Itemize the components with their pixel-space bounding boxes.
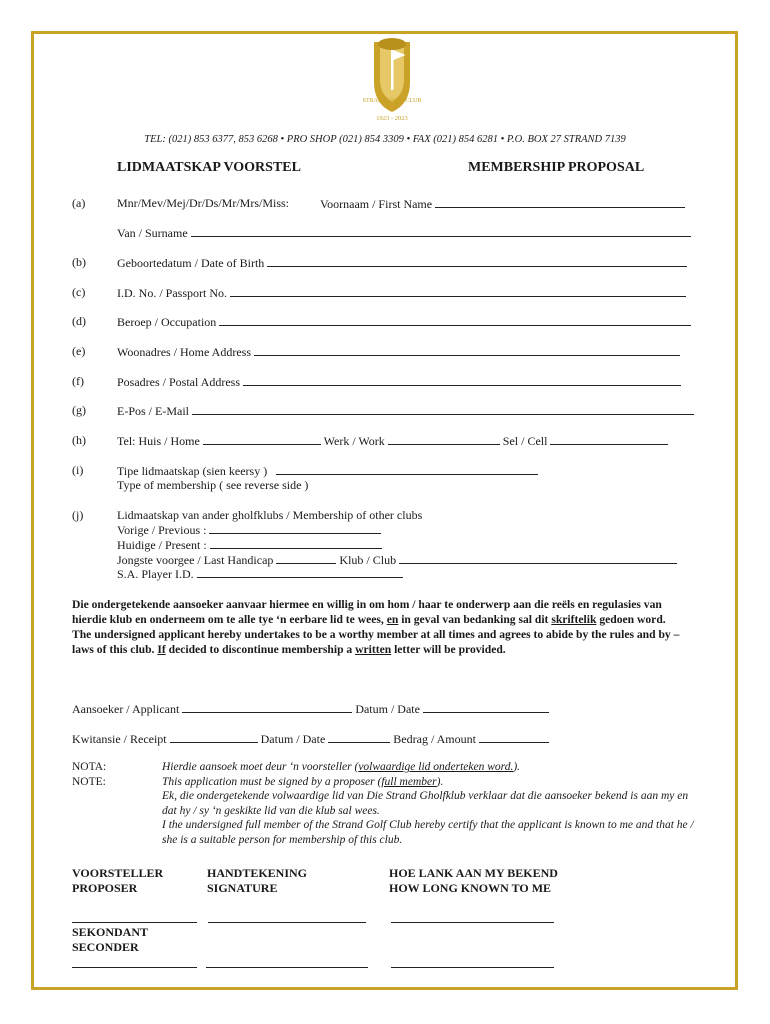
club-logo [352, 36, 432, 124]
email-label: E-Pos / E-Mail [117, 404, 189, 418]
home-phone-label: Tel: Huis / Home [117, 434, 200, 448]
other-clubs-label: Lidmaatskap van ander gholfklubs / Membership of other clubs [117, 508, 423, 522]
note-l2u: full member [381, 775, 437, 788]
known-en: HOW LONG KNOWN TO ME [389, 881, 552, 895]
postal-address-label: Posadres / Postal Address [117, 375, 240, 389]
cell-phone-label: Sel / Cell [502, 434, 548, 448]
seconder-known-line[interactable] [391, 956, 554, 968]
item-letter-c: (c) [72, 285, 86, 299]
previous-club-label: Vorige / Previous : [117, 523, 207, 537]
receipt-label: Kwitansie / Receipt [72, 732, 167, 746]
note-line-4: I the undersigned full member of the Strand Golf Club hereby certify that the applicant is known to me and that he / she is a suitable person for membership of this club. [162, 819, 694, 846]
item-letter-d: (d) [72, 314, 86, 328]
note-line-3: Ek, die ondergetekende volwaardige lid van Die Strand Gholfklub verklaar dat die aansoeker bekend is aan my en dat hy / sy ‘n geskikte lid van die klub sal wees. [162, 790, 689, 817]
seconder-en: SECONDER [72, 940, 139, 954]
signature-en: SIGNATURE [207, 881, 278, 895]
contact-line: TEL: (021) 853 6377, 853 6268 • PRO SHOP (021) 854 3309 • FAX (021) 854 6281 • P.O. BOX 27 STRAND 7139 [144, 134, 626, 145]
note-labels [72, 760, 142, 789]
receipt-date-line[interactable] [328, 731, 390, 743]
surname-label: Van / Surname [117, 226, 188, 240]
applicant-date-label: Datum / Date [355, 702, 420, 716]
id-line[interactable] [230, 285, 686, 297]
item-letter-j: (j) [72, 508, 84, 522]
first-name-line[interactable] [435, 196, 685, 208]
note-l2a: This application must be signed by a proposer ( [162, 775, 382, 788]
amount-label: Bedrag / Amount [393, 732, 476, 746]
occupation-label: Beroep / Occupation [117, 315, 217, 329]
decl-en-text-1: The undersigned applicant hereby undertakes to be a worthy member at all times and agrees to abide by the rules and by – laws of this club. [72, 628, 680, 656]
decl-en-text-2: decided to discontinue membership a [165, 643, 356, 656]
note-text [162, 760, 702, 847]
decl-af-text-2: in geval van bedanking sal dit [398, 613, 552, 626]
applicant-row [72, 701, 549, 717]
handicap-line[interactable] [276, 552, 336, 564]
note-l1b: ). [513, 761, 521, 773]
signature-heading [207, 866, 307, 896]
note-line-1 [162, 760, 702, 775]
dob-field[interactable] [117, 255, 687, 271]
occupation-line[interactable] [219, 314, 691, 326]
club-line[interactable] [399, 552, 677, 564]
item-letter-e: (e) [72, 344, 86, 358]
present-club-label: Huidige / Present : [117, 538, 207, 552]
note-l2b: ). [436, 775, 444, 788]
postal-address-line[interactable] [243, 374, 681, 386]
item-letter-f: (f) [72, 374, 84, 388]
membership-type-field[interactable] [117, 463, 538, 479]
seconder-af: SEKONDANT [72, 925, 149, 939]
player-id-label: S.A. Player I.D. [117, 567, 194, 581]
email-line[interactable] [192, 403, 694, 415]
proposer-heading [72, 866, 163, 896]
title-english: MEMBERSHIP PROPOSAL [468, 160, 645, 175]
receipt-line[interactable] [170, 731, 258, 743]
note-l1u: volwaardige lid onderteken word. [358, 761, 514, 773]
postal-address-field[interactable] [117, 374, 681, 390]
seconder-sign-row [72, 956, 554, 972]
proposer-en: PROPOSER [72, 881, 138, 895]
decl-en-if: If [157, 643, 166, 656]
membership-type-label: Tipe lidmaatskap (sien keersy ) [117, 464, 268, 478]
note-label-af: NOTA: [72, 761, 107, 773]
first-name-field[interactable] [320, 196, 685, 212]
membership-type-label-en: Type of membership ( see reverse side ) [117, 478, 309, 492]
seconder-signature-line[interactable] [206, 956, 368, 968]
membership-type-line[interactable] [276, 463, 538, 475]
decl-en-text-3: letter will be provided. [391, 643, 506, 656]
applicant-label: Aansoeker / Applicant [72, 702, 180, 716]
previous-club-line[interactable] [209, 522, 381, 534]
title-label: Mnr/Mev/Mej/Dr/Ds/Mr/Mrs/Miss: [117, 196, 290, 210]
present-club-line[interactable] [210, 537, 382, 549]
item-letter-i: (i) [72, 463, 84, 477]
id-label: I.D. No. / Passport No. [117, 286, 227, 300]
club-label: Klub / Club [339, 553, 397, 567]
proposer-signature-line[interactable] [208, 911, 366, 923]
occupation-field[interactable] [117, 314, 691, 330]
first-name-label: Voornaam / First Name [320, 197, 433, 211]
decl-af-text-3: gedoen word. [596, 613, 666, 626]
handicap-label: Jongste voorgee / Last Handicap [117, 553, 274, 567]
decl-af-text-1: Die ondergetekende aansoeker aanvaar hiermee en willig in om hom / haar te onderwerp aan die reëls en regulasies van hierdie klub en onderneem om te alle tye ‘n eerbare lid te wees, [72, 598, 662, 626]
title-afrikaans: LIDMAATSKAP VOORSTEL [117, 160, 301, 175]
seconder-heading [72, 925, 148, 955]
work-phone-label: Werk / Work [323, 434, 385, 448]
work-phone-line[interactable] [388, 433, 500, 445]
player-id-line[interactable] [197, 566, 403, 578]
note-line-2 [162, 775, 702, 790]
seconder-name-line[interactable] [72, 956, 197, 968]
note-l1a: Hierdie aansoek moet deur ‘n voorsteller ( [162, 761, 359, 773]
item-letter-g: (g) [72, 403, 86, 417]
logo-years: 1923 - 2023 [376, 115, 408, 122]
item-letter-h: (h) [72, 433, 86, 447]
amount-line[interactable] [479, 731, 549, 743]
surname-line[interactable] [191, 225, 691, 237]
email-field[interactable] [117, 403, 694, 419]
item-letter-b: (b) [72, 255, 86, 269]
applicant-line[interactable] [182, 701, 352, 713]
signature-af: HANDTEKENING [207, 866, 308, 880]
phone-row [117, 433, 668, 449]
decl-af-en: en [386, 613, 399, 626]
applicant-date-line[interactable] [423, 701, 549, 713]
player-id-field[interactable] [117, 566, 403, 582]
declaration [72, 597, 692, 657]
known-heading [389, 866, 558, 896]
logo-ring-text: STRAND GOLF CLUB [362, 98, 422, 104]
home-address-line[interactable] [254, 344, 680, 356]
declaration-afrikaans [72, 597, 692, 627]
decl-af-skriftelik: skriftelik [551, 613, 597, 626]
item-letter-a: (a) [72, 196, 86, 210]
known-af: HOE LANK AAN MY BEKEND [389, 866, 558, 880]
previous-club-field[interactable] [117, 522, 381, 538]
proposer-af: VOORSTELLER [72, 866, 164, 880]
id-field[interactable] [117, 285, 686, 301]
dob-line[interactable] [267, 255, 687, 267]
dob-label: Geboortedatum / Date of Birth [117, 256, 265, 270]
home-address-field[interactable] [117, 344, 680, 360]
surname-field[interactable] [117, 225, 691, 241]
home-address-label: Woonadres / Home Address [117, 345, 252, 359]
home-phone-line[interactable] [203, 433, 321, 445]
proposer-name-line[interactable] [72, 911, 197, 923]
note-label-en: NOTE: [72, 775, 106, 788]
proposer-known-line[interactable] [391, 911, 554, 923]
receipt-row [72, 731, 549, 747]
declaration-english [72, 627, 692, 657]
receipt-date-label: Datum / Date [260, 732, 326, 746]
present-club-field[interactable] [117, 537, 382, 553]
decl-en-written: written [355, 643, 392, 656]
cell-phone-line[interactable] [550, 433, 668, 445]
